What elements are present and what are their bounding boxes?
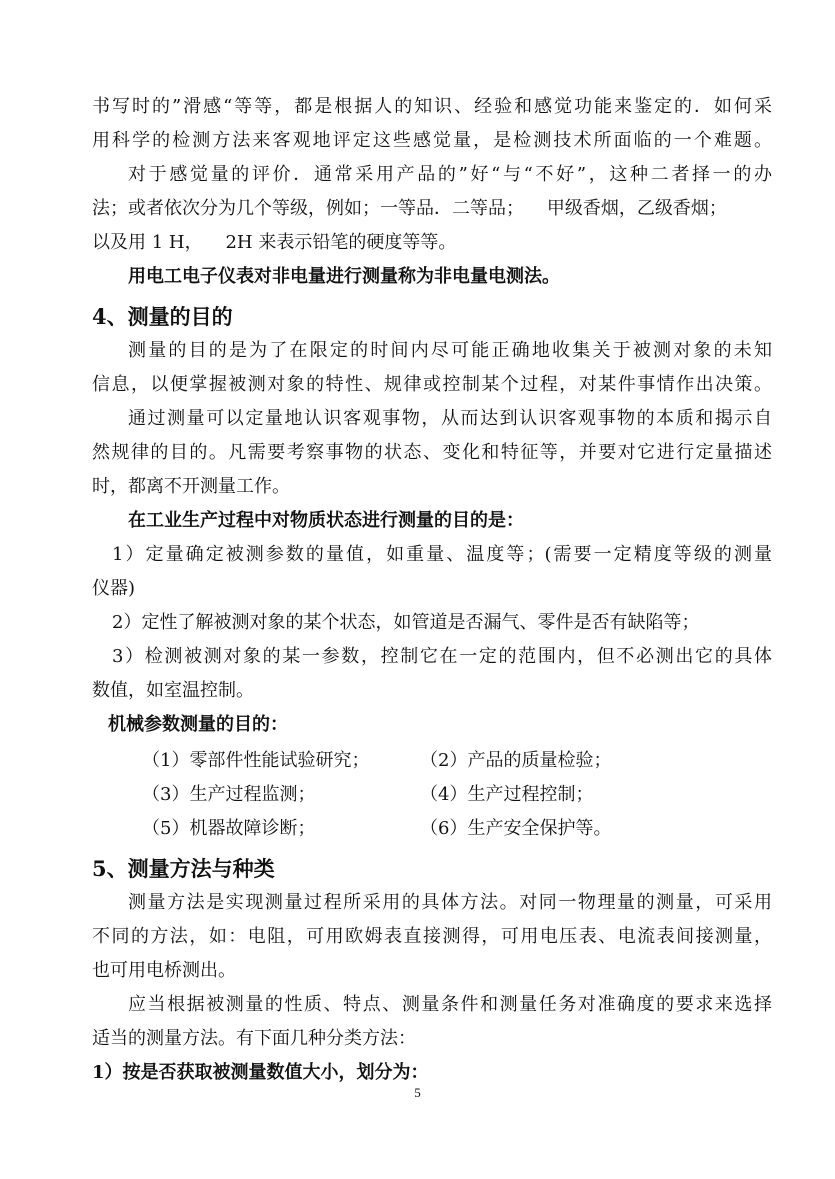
- s5-p1-line3: 也可用电桥测出。: [92, 960, 236, 981]
- s4-p1-line1: 测量的目的是为了在限定的时间内尽可能正确地收集关于被测对象的未知: [128, 340, 772, 361]
- item3-line2: 数值，如室温控制。: [92, 680, 254, 701]
- intro-p1-line2: 用科学的检测方法来客观地评定这些感觉量，是检测技术所面临的一个难题。: [92, 130, 772, 151]
- s4-p1-line2: 信息，以便掌握被测对象的特性、规律或控制某个过程，对某件事情作出决策。: [92, 374, 772, 395]
- bold-statement: 用电工电子仪表对非电量进行测量称为非电量电测法。: [128, 266, 560, 287]
- s4-p2-line2: 然规律的目的。凡需要考察事物的状态、变化和特征等，并要对它进行定量描述: [92, 442, 772, 463]
- s5-p1-line1: 测量方法是实现测量过程所采用的具体方法。对同一物理量的测量，可采用: [128, 892, 772, 913]
- item3-line1: 3）检测被测对象的某一参数，控制它在一定的范围内，但不必测出它的具体: [112, 646, 772, 667]
- s5-p2-line1: 应当根据被测量的性质、特点、测量条件和测量任务对准确度的要求来选择: [128, 994, 772, 1015]
- s5-sub-heading: 1）按是否获取被测量数值大小，划分为：: [92, 1062, 429, 1083]
- s4-p2-line3: 时，都离不开测量工作。: [92, 476, 290, 497]
- mech-item-6: （6）生产安全保护等。: [420, 818, 612, 839]
- item1-line2: 仪器): [92, 578, 136, 599]
- intro-p2-line1: 对于感觉量的评价．通常采用产品的”好“与“不好”，这种二者择一的办: [128, 164, 772, 185]
- section4-heading: 4、测量的目的: [92, 304, 233, 329]
- s5-p1-line2: 不同的方法，如：电阻，可用欧姆表直接测得，可用电压表、电流表间接测量，: [92, 926, 772, 947]
- mech-item-3: （3）生产过程监测；: [142, 784, 316, 805]
- intro-p1-line1: 书写时的”滑感“等等，都是根据人的知识、经验和感觉功能来鉴定的．如何采: [92, 96, 772, 117]
- section5-heading: 5、测量方法与种类: [92, 856, 275, 881]
- mech-heading: 机械参数测量的目的：: [108, 714, 288, 735]
- page-number: 5: [414, 1085, 421, 1100]
- mech-item-4: （4）生产过程控制；: [420, 784, 594, 805]
- item2: 2）定性了解被测对象的某个状态，如管道是否漏气、零件是否有缺陷等；: [112, 612, 700, 633]
- mech-item-1: （1）零部件性能试验研究；: [142, 750, 370, 771]
- mech-item-2: （2）产品的质量检验；: [420, 750, 612, 771]
- mech-item-5: （5）机器故障诊断；: [142, 818, 316, 839]
- intro-p2-line3: 以及用 1 H， 2H 来表示铅笔的硬度等等。: [92, 232, 457, 253]
- s4-p2-line1: 通过测量可以定量地认识客观事物，从而达到认识客观事物的本质和揭示自: [128, 408, 772, 429]
- industrial-heading: 在工业生产过程中对物质状态进行测量的目的是：: [128, 510, 524, 531]
- intro-p2-line2: 法；或者依次分为几个等级，例如；一等品．二等品； 甲级香烟，乙级香烟；: [92, 198, 727, 219]
- item1-line1: 1）定量确定被测参数的量值，如重量、温度等；(需要一定精度等级的测量: [112, 544, 772, 565]
- s5-p2-line2: 适当的测量方法。有下面几种分类方法：: [92, 1028, 416, 1049]
